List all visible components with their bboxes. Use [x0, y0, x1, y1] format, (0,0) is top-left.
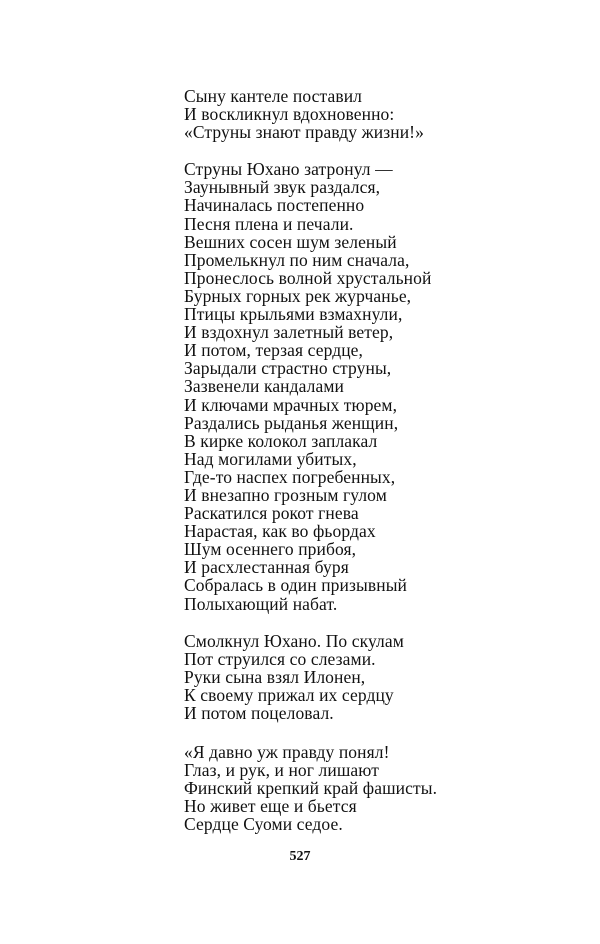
poem-line: В кирке колокол заплакал — [184, 430, 378, 451]
poem-line: Шум осеннего прибоя, — [184, 539, 357, 560]
poem-line: «Я давно уж правду понял! — [184, 742, 390, 763]
poem-line: Нарастая, как во фьордах — [184, 521, 376, 542]
poem-line: Полыхающий набат. — [184, 593, 338, 614]
poem-line: «Струны знают правду жизни!» — [184, 122, 424, 143]
poem-line: Песня плена и печали. — [184, 213, 354, 234]
poem-text — [184, 87, 484, 834]
poem-line: И внезапно грозным гулом — [184, 484, 387, 505]
stanza-gap — [184, 613, 484, 632]
poem-line: Над могилами убитых, — [184, 448, 357, 469]
poem-line: Сердце Суоми седое. — [184, 814, 343, 835]
stanza-1 — [184, 87, 484, 141]
poem-line: Где-то наспех погребенных, — [184, 466, 396, 487]
poem-line: Пот струился со слезами. — [184, 648, 376, 669]
poem-line: Промелькнул по ним сначала, — [184, 249, 410, 270]
poem-line: И расхлестанная буря — [184, 557, 349, 578]
poem-line: Заунывный звук раздался, — [184, 177, 381, 198]
stanza-gap — [184, 141, 484, 160]
poem-line: И ключами мрачных тюрем, — [184, 394, 398, 415]
poem-line: Руки сына взял Илонен, — [184, 666, 366, 687]
stanza-3 — [184, 632, 484, 722]
poem-line: Собралась в один призывный — [184, 575, 408, 596]
stanza-2 — [184, 160, 484, 612]
poem-line: Сыну кантеле поставил — [184, 86, 362, 106]
poem-line: Смолкнул Юхано. По скулам — [184, 630, 404, 651]
poem-line: Птицы крыльями взмахнули, — [184, 304, 403, 325]
poem-line: Глаз, и рук, и ног лишают — [184, 760, 379, 781]
poem-line: Вешних сосен шум зеленый — [184, 231, 397, 252]
page-number: 527 — [289, 849, 311, 864]
poem-line: Раскатился рокот гнева — [184, 503, 359, 524]
poem-line: И воскликнул вдохновенно: — [184, 104, 395, 125]
poem-line: Начиналась постепенно — [184, 195, 365, 216]
poem-line: Струны Юхано затронул — — [184, 159, 393, 180]
poem-line: К своему прижал их сердцу — [184, 684, 394, 705]
poem-line: Раздались рыданья женщин, — [184, 412, 399, 433]
poem-line: Но живет еще и бьется — [184, 796, 357, 817]
poem-line: Зарыдали страстно струны, — [184, 358, 392, 379]
poem-line: Зазвенели кандалами — [184, 376, 345, 397]
poem-line: И вздохнул залетный ветер, — [184, 322, 394, 343]
stanza-gap — [184, 722, 484, 743]
poem-line: И потом поцеловал. — [184, 703, 334, 723]
stanza-4 — [184, 743, 484, 833]
poem-line: Бурных горных рек журчанье, — [184, 285, 412, 306]
poem-line: Финский крепкий край фашисты. — [184, 778, 438, 799]
poem-line: И потом, терзая сердце, — [184, 340, 364, 361]
poem-line: Пронеслось волной хрустальной — [184, 267, 432, 288]
